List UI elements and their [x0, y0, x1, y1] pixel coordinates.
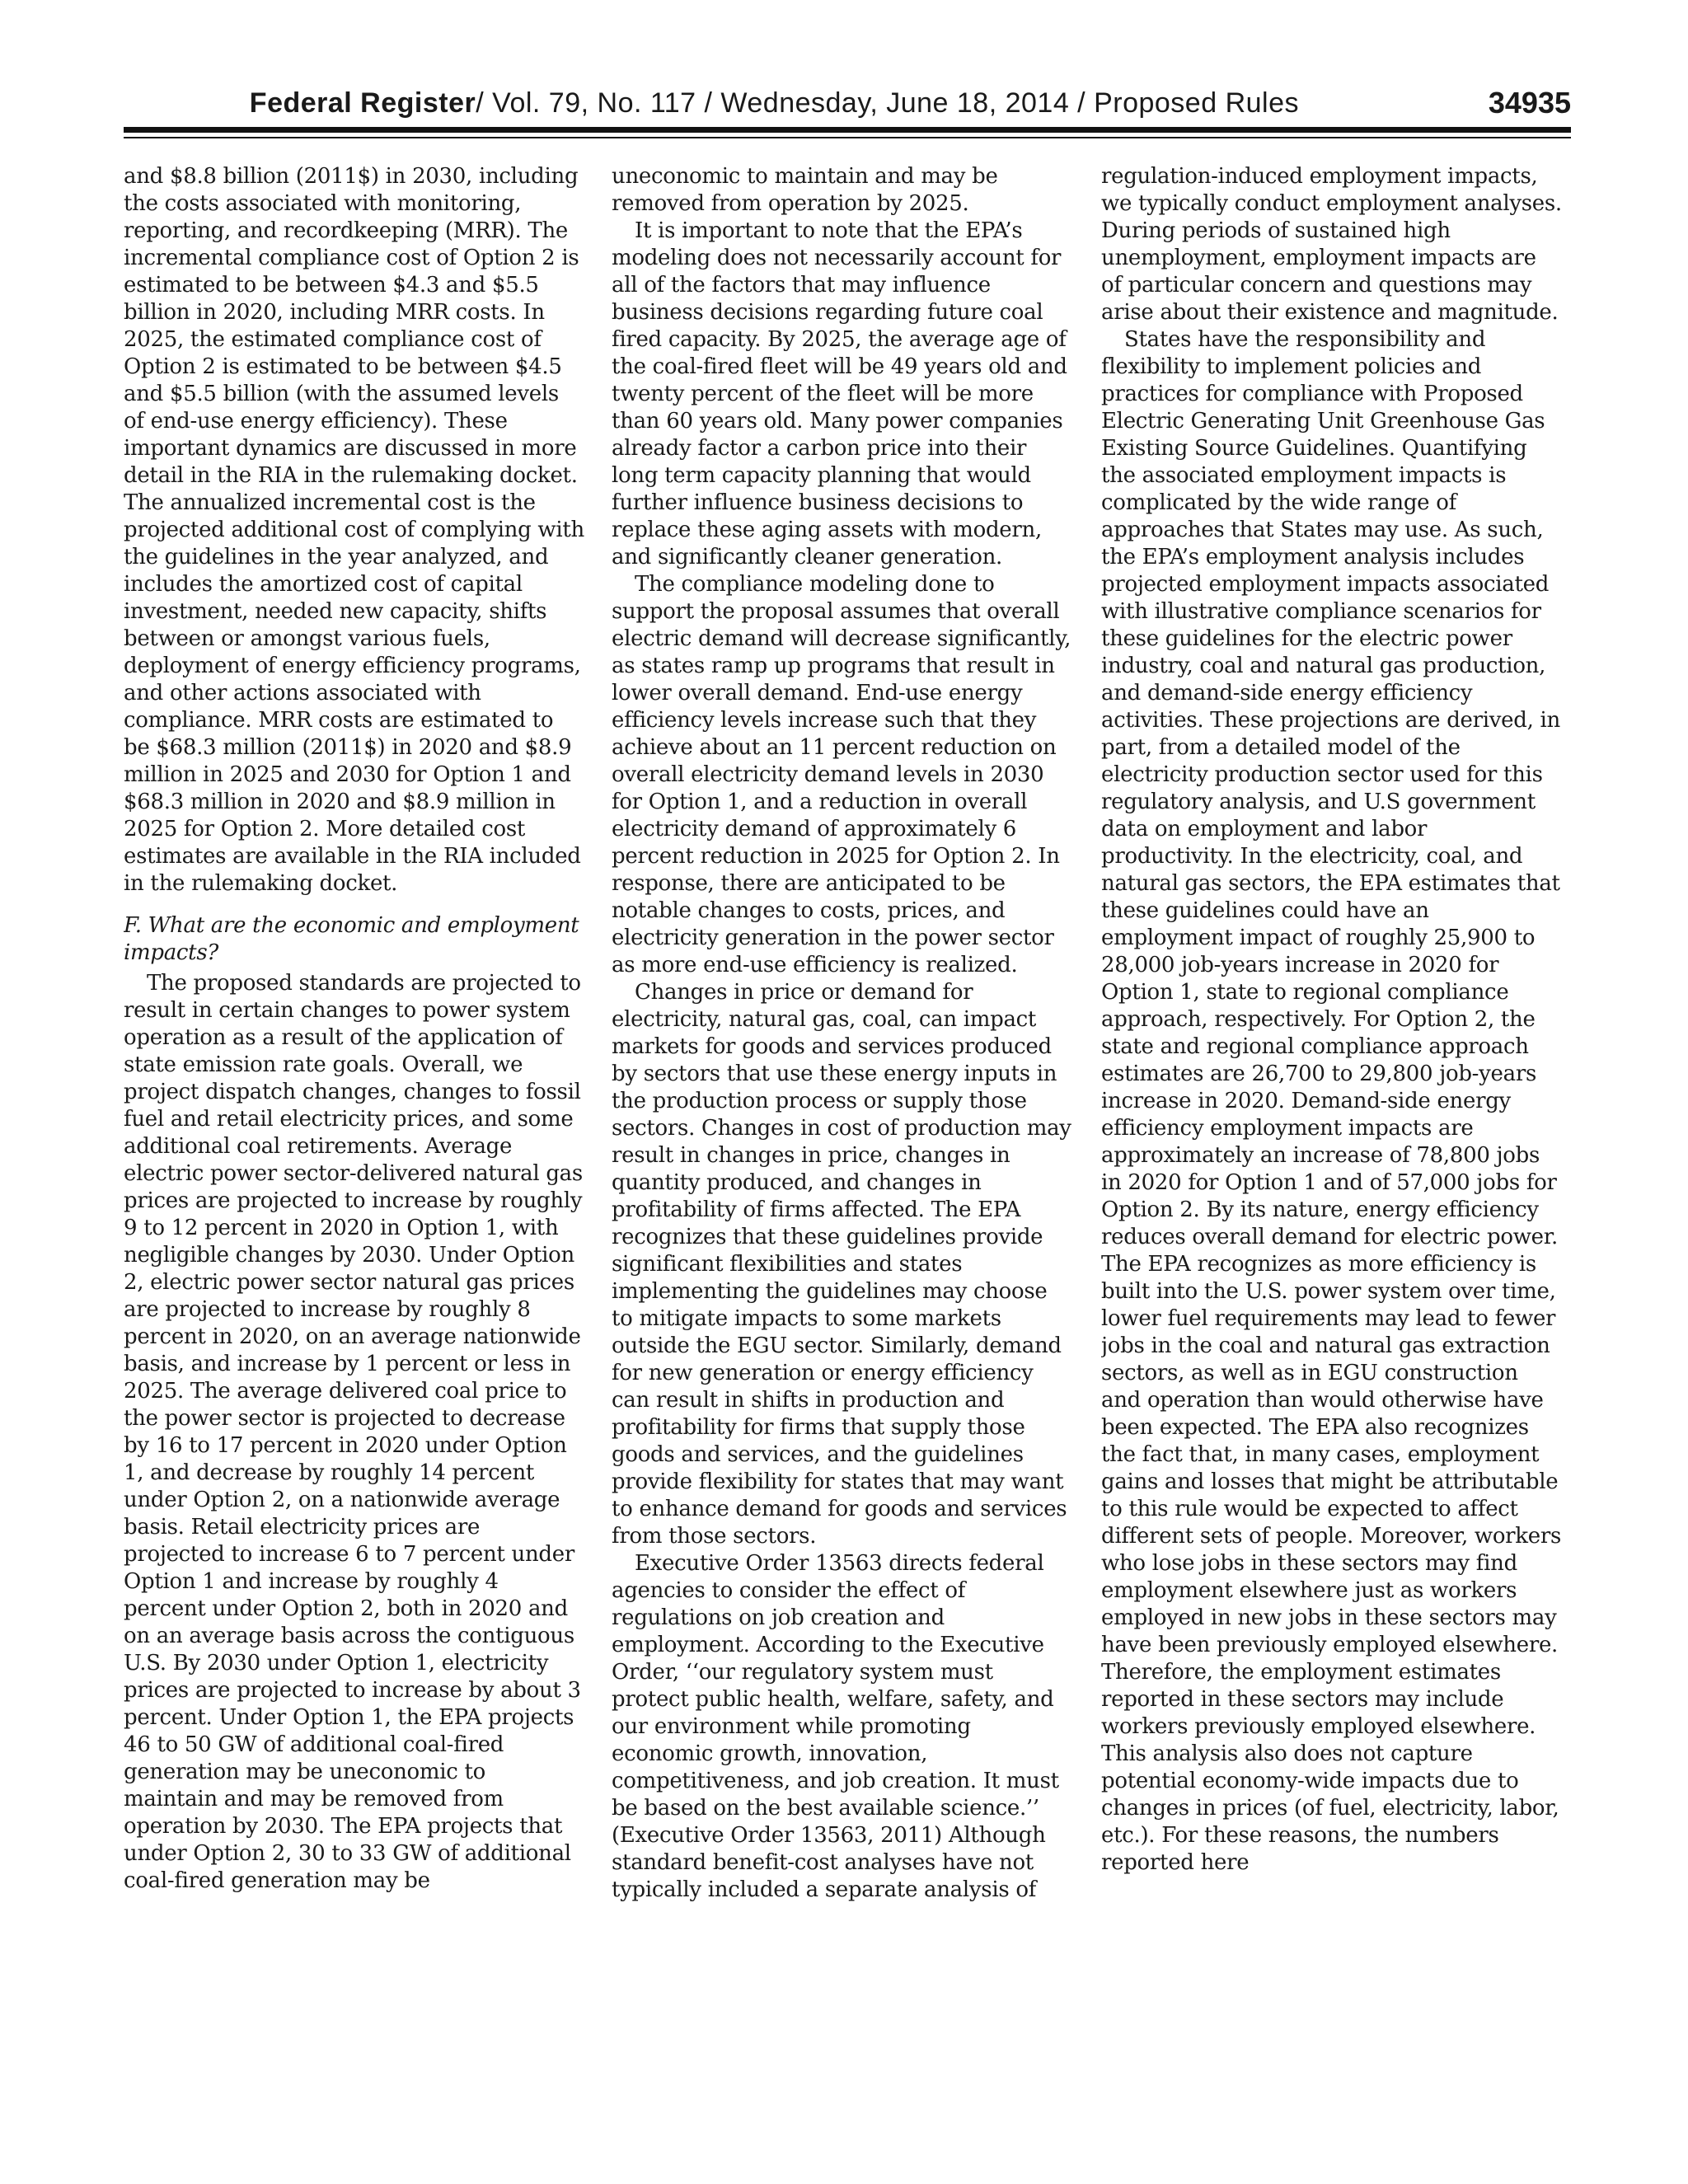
- paragraph: It is important to note that the EPA’s modeling does not necessarily account for all of the factors that may influence business decisions regarding future coal fired capacity. By 2025, the average age of the coal-fired fleet will be 49 years old and twenty percent of the fleet will be more than 60 years old. Many power companies already factor a carbon price into their long term capacity planning that would further influence business decisions to replace these aging assets with modern, and significantly cleaner generation.: [612, 218, 1067, 569]
- page-number: 34935: [1488, 86, 1571, 120]
- paragraph: States have the responsibility and flexibility to implement policies and practices for compliance with Proposed Electric Generating Unit Greenhouse Gas Existing Source Guidelines. Quantifying the associated employment impacts is complicated by the wide range of approaches that States may use. As such, the EPA’s employment analysis includes projected employment impacts associated with illustrative compliance scenarios for these guidelines for the electric power industry, coal and natural gas production, and demand-side energy efficiency activities. These projections are derived, in part, from a detailed model of the electricity production sector used for this regulatory analysis, and U.S government data on employment and labor productivity. In the electricity, coal, and natural gas sectors, the EPA estimates that these guidelines could have an employment impact of roughly 25,900 to 28,000 job-years increase in 2020 for Option 1, state to regional compliance approach, respectively. For Option 2, the state and regional compliance approach estimates are 26,700 to 29,800 job-years increase in 2020. Demand-side energy efficiency employment impacts are approximately an increase of 78,800 jobs in 2020 for Option 1 and of 57,000 jobs for Option 2. By its nature, energy efficiency reduces overall demand for electric power. The EPA recognizes as more efficiency is built into the U.S. power system over time, lower fuel requirements may lead to fewer jobs in the coal and natural gas extraction sectors, as well as in EGU construction and operation than would otherwise have been expected. The EPA also recognizes the fact that, in many cases, employment gains and losses that might be attributable to this rule would be expected to affect different sets of people. Moreover, workers who lose jobs in these sectors may find employment elsewhere just as workers employed in new jobs in these sectors may have been previously employed elsewhere. Therefore, the employment estimates reported in these sectors may include workers previously employed elsewhere. This analysis also does not capture potential economy-wide impacts due to changes in prices (of fuel, electricity, labor, etc.). For these reasons, the numbers reported here: [1101, 327, 1562, 1875]
- paragraph: Executive Order 13563 directs federal agencies to consider the effect of regulations on job creation and employment. According to the Executive Order, ‘‘our regulatory system must protect public health, welfare, safety, and our environment while promoting economic growth, innovation, competitiveness, and job creation. It must be based on the best available science.’’ (Executive Order 13563, 2011) Although standard benefit-cost analyses have not typically included a separate analysis of: [612, 1551, 1059, 1902]
- issue-info: / Vol. 79, No. 117 / Wednesday, June 18, 2014 / Proposed Rules: [476, 87, 1299, 119]
- text-column-1: [124, 163, 585, 1895]
- paragraph: The proposed standards are projected to result in certain changes to power system operation as a result of the application of state emission rate goals. Overall, we project dispatch changes, changes to fossil fuel and retail electricity prices, and some additional coal retirements. Average electric power sector-delivered natural gas prices are projected to increase by roughly 9 to 12 percent in 2020 in Option 1, with negligible changes by 2030. Under Option 2, electric power sector natural gas prices are projected to increase by roughly 8 percent in 2020, on an average nationwide basis, and increase by 1 percent or less in 2025. The average delivered coal price to the power sector is projected to decrease by 16 to 17 percent in 2020 under Option 1, and decrease by roughly 14 percent under Option 2, on a nationwide average basis. Retail electricity prices are projected to increase 6 to 7 percent under Option 1 and increase by roughly 4 percent under Option 2, both in 2020 and on an average basis across the contiguous U.S. By 2030 under Option 1, electricity prices are projected to increase by about 3 percent. Under Option 1, the EPA projects 46 to 50 GW of additional coal-fired generation may be uneconomic to maintain and may be removed from operation by 2030. The EPA projects that under Option 2, 30 to 33 GW of additional coal-fired generation may be: [124, 971, 583, 1893]
- paragraph-continued: uneconomic to maintain and may be removed from operation by 2025.: [612, 164, 998, 216]
- paragraph: Changes in price or demand for electricity, natural gas, coal, can impact markets for goods and services produced by sectors that use these energy inputs in the production process or supply those sectors. Changes in cost of production may result in changes in price, changes in quantity produced, and changes in profitability of firms affected. The EPA recognizes that these guidelines provide significant flexibilities and states implementing the guidelines may choose to mitigate impacts to some markets outside the EGU sector. Similarly, demand for new generation or energy efficiency can result in shifts in production and profitability for firms that supply those goods and services, and the guidelines provide flexibility for states that may want to enhance demand for goods and services from those sectors.: [612, 980, 1071, 1549]
- page-header: [124, 78, 1571, 128]
- running-header: [124, 78, 1299, 128]
- section-heading: F. What are the economic and employment impacts?: [124, 913, 579, 965]
- text-column-2: [612, 163, 1073, 1904]
- header-rule-thick: [124, 127, 1571, 133]
- paragraph-continued: regulation-induced employment impacts, we typically conduct employment analyses. During periods of sustained high unemployment, employment impacts are of particular concern and questions may arise about their existence and magnitude.: [1101, 164, 1562, 325]
- journal-name: Federal Register: [249, 87, 476, 119]
- paragraph: The compliance modeling done to support the proposal assumes that overall electric demand will decrease significantly, as states ramp up programs that result in lower overall demand. End-use energy efficiency levels increase such that they achieve about an 11 percent reduction on overall electricity demand levels in 2030 for Option 1, and a reduction in overall electricity demand of approximately 6 percent reduction in 2025 for Option 2. In response, there are anticipated to be notable changes to costs, prices, and electricity generation in the power sector as more end-use efficiency is realized.: [612, 572, 1071, 977]
- header-rule-thin: [124, 137, 1571, 138]
- text-column-3: [1101, 163, 1563, 1877]
- paragraph-continued: and $8.8 billion (2011$) in 2030, including the costs associated with monitoring, reporting, and recordkeeping (MRR). The incremental compliance cost of Option 2 is estimated to be between $4.3 and $5.5 billion in 2020, including MRR costs. In 2025, the estimated compliance cost of Option 2 is estimated to be between $4.5 and $5.5 billion (with the assumed levels of end-use energy efficiency). These important dynamics are discussed in more detail in the RIA in the rulemaking docket. The annualized incremental cost is the projected additional cost of complying with the guidelines in the year analyzed, and includes the amortized cost of capital investment, needed new capacity, shifts between or amongst various fuels, deployment of energy efficiency programs, and other actions associated with compliance. MRR costs are estimated to be $68.3 million (2011$) in 2020 and $8.9 million in 2025 and 2030 for Option 1 and $68.3 million in 2020 and $8.9 million in 2025 for Option 2. More detailed cost estimates are available in the RIA included in the rulemaking docket.: [124, 164, 584, 896]
